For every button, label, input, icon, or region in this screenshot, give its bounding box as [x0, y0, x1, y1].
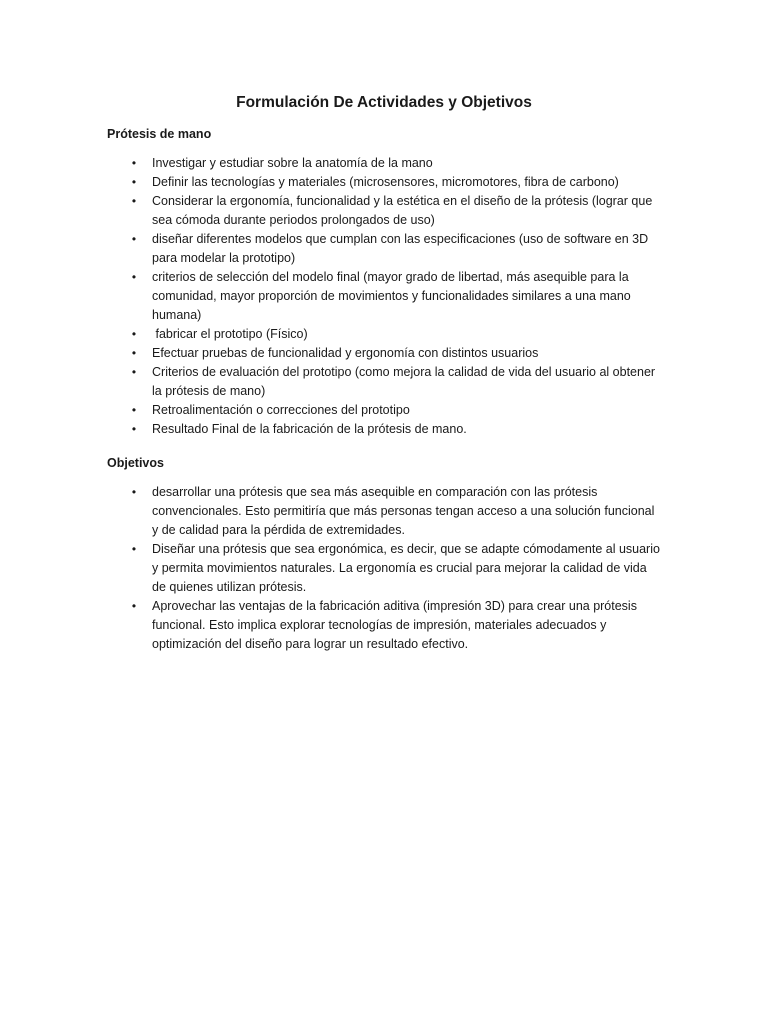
bullet-icon: • — [131, 403, 137, 417]
list-item-text: Efectuar pruebas de funcionalidad y ergonomía con distintos usuarios — [152, 346, 539, 360]
list-item — [0, 401, 662, 420]
list-item — [0, 363, 662, 401]
bullet-list-objetivos — [0, 483, 768, 654]
bullet-icon: • — [131, 194, 137, 208]
list-item-text: Diseñar una prótesis que sea ergonómica, es decir, que se adapte cómodamente al usuario y permita movimientos naturales. La ergonomía es crucial para mejorar la calidad de vida de quienes utilizan prótesis. — [152, 542, 660, 594]
page-title: Formulación De Actividades y Objetivos — [236, 94, 532, 111]
list-item — [0, 154, 662, 173]
list-item-text: Definir las tecnologías y materiales (microsensores, micromotores, fibra de carbono) — [152, 175, 619, 189]
list-item — [0, 344, 662, 363]
bullet-list-protesis — [0, 154, 768, 439]
list-item-text: Aprovechar las ventajas de la fabricación aditiva (impresión 3D) para crear una prótesis funcional. Esto implica explorar tecnologías de impresión, materiales adecuados y optimización del diseño para lograr un resultado efectivo. — [152, 599, 637, 651]
list-item-text: Criterios de evaluación del prototipo (como mejora la calidad de vida del usuario al obtener la prótesis de mano) — [152, 365, 656, 398]
list-item — [0, 420, 662, 439]
section-heading-protesis: Prótesis de mano — [107, 127, 212, 141]
bullet-icon: • — [131, 270, 137, 284]
list-item — [0, 483, 662, 540]
bullet-icon: • — [131, 346, 137, 360]
bullet-icon: • — [131, 156, 137, 170]
bullet-icon: • — [131, 232, 137, 246]
list-item — [0, 597, 662, 654]
list-item-text: fabricar el prototipo (Físico) — [152, 327, 308, 341]
bullet-icon: • — [131, 599, 137, 613]
list-item-text: Investigar y estudiar sobre la anatomía de la mano — [152, 156, 433, 170]
list-item — [0, 268, 662, 325]
list-item — [0, 173, 662, 192]
list-item — [0, 540, 662, 597]
list-item-text: diseñar diferentes modelos que cumplan con las especificaciones (uso de software en 3D para modelar la prototipo) — [152, 232, 649, 265]
list-item-text: desarrollar una prótesis que sea más asequible en comparación con las prótesis convencionales. Esto permitiría que más personas tengan acceso a una solución funcional y de calidad para la pérdida de extremidades. — [152, 485, 655, 537]
list-item — [0, 230, 662, 268]
bullet-icon: • — [131, 485, 137, 499]
list-item-text: Considerar la ergonomía, funcionalidad y la estética en el diseño de la prótesis (lograr que sea cómoda durante periodos prolongados de uso) — [152, 194, 653, 227]
list-item-text: Retroalimentación o correcciones del prototipo — [152, 403, 410, 417]
bullet-icon: • — [131, 542, 137, 556]
bullet-icon: • — [131, 422, 137, 436]
section-heading-objetivos: Objetivos — [107, 456, 164, 470]
bullet-icon: • — [131, 175, 137, 189]
list-item — [0, 325, 662, 344]
list-item-text: Resultado Final de la fabricación de la prótesis de mano. — [152, 422, 467, 436]
bullet-icon: • — [131, 327, 137, 341]
list-item-text: criterios de selección del modelo final (mayor grado de libertad, más asequible para la comunidad, mayor proporción de movimientos y funcionalidades similares a una mano humana) — [152, 270, 631, 322]
list-item — [0, 192, 662, 230]
bullet-icon: • — [131, 365, 137, 379]
